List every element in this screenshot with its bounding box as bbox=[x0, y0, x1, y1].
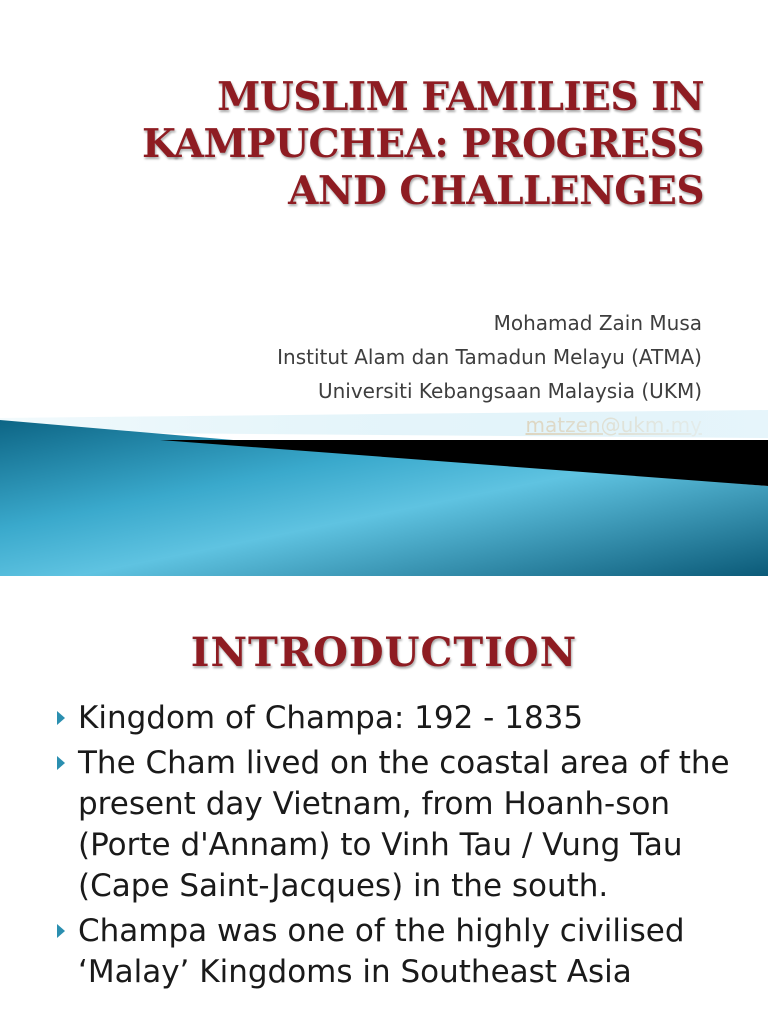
institute-name: Institut Alam dan Tamadun Melayu (ATMA) bbox=[277, 345, 702, 369]
bullet-list bbox=[56, 698, 736, 997]
list-item bbox=[56, 698, 736, 739]
bullet-text: Champa was one of the highly civilised ‘Malay’ Kingdoms in Southeast Asia bbox=[78, 913, 685, 990]
title-line: KAMPUCHEA: PROGRESS bbox=[141, 121, 704, 167]
presentation-title bbox=[64, 74, 704, 215]
triangle-bullet-icon bbox=[57, 756, 65, 770]
author-name: Mohamad Zain Musa bbox=[493, 311, 702, 335]
introduction-slide bbox=[0, 576, 768, 1024]
slide-heading: INTRODUCTION bbox=[190, 629, 578, 676]
university-name: Universiti Kebangsaan Malaysia (UKM) bbox=[317, 379, 702, 403]
title-line: MUSLIM FAMILIES IN bbox=[217, 74, 704, 120]
decorative-teal-band bbox=[0, 400, 768, 576]
list-item bbox=[56, 743, 736, 907]
list-item bbox=[56, 911, 736, 993]
bullet-text: The Cham lived on the coastal area of the present day Vietnam, from Hoanh-son (Porte d'Annam) to Vinh Tau / Vung Tau (Cape Saint-Jacques) in the south. bbox=[78, 745, 730, 904]
triangle-bullet-icon bbox=[57, 711, 65, 725]
title-line: AND CHALLENGES bbox=[288, 168, 704, 214]
bullet-text: Kingdom of Champa: 192 - 1835 bbox=[78, 700, 584, 736]
triangle-bullet-icon bbox=[57, 924, 65, 938]
